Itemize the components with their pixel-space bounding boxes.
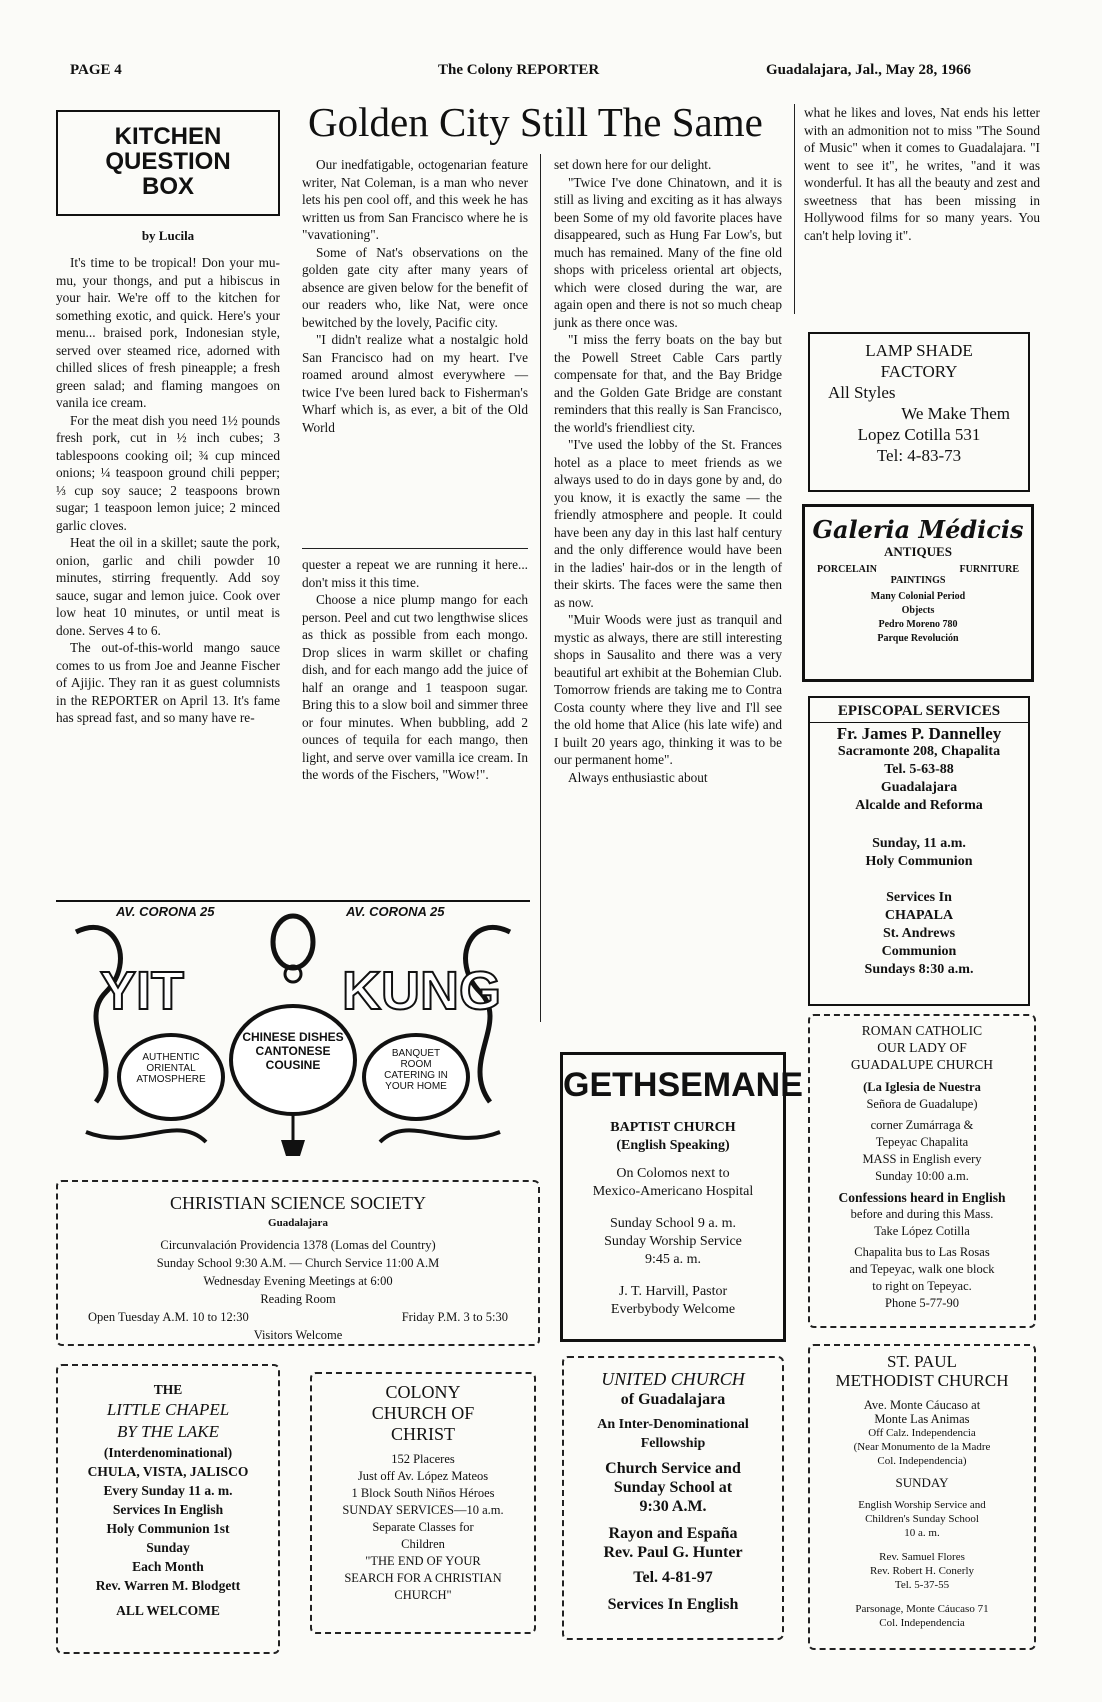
ad-line: EPISCOPAL SERVICES	[837, 703, 1001, 719]
ad-line: Señora de Guadalupe)	[866, 1097, 978, 1111]
ad-line: Rev. Warren M. Blodgett	[95, 1578, 241, 1593]
ad-line: Tel. 5-63-88	[884, 762, 954, 777]
ad-line: Every Sunday 11 a. m.	[103, 1483, 233, 1498]
kung-word: KUNG	[342, 961, 501, 1021]
kitchen-question-box	[56, 110, 280, 216]
newspaper-name: The Colony REPORTER	[438, 62, 600, 78]
headline: Golden City Still The Same	[308, 99, 763, 145]
ad-line: Each Month	[132, 1559, 204, 1574]
box-title-line: BOX	[141, 173, 194, 200]
article-paragraph: set down here for our delight.	[554, 157, 712, 172]
ad-line: BAPTIST CHURCH	[610, 1120, 736, 1135]
ad-line: Sunday, 11 a.m.	[872, 836, 966, 851]
ad-line: LAMP SHADE	[865, 341, 973, 360]
ad-line: (English Speaking)	[616, 1138, 730, 1153]
ad-line: All Styles	[828, 383, 896, 402]
galeria-name: Galeria Médicis	[812, 515, 1024, 544]
ad-line: CHULA, VISTA, JALISCO	[87, 1464, 249, 1479]
ad-line: Circunvalación Providencia 1378 (Lomas del Country)	[160, 1238, 436, 1252]
ad-line: Sunday School at	[613, 1479, 733, 1496]
column-rule	[540, 154, 541, 1022]
ad-line: Children	[401, 1537, 445, 1551]
ad-line: Children's Sunday School	[865, 1513, 979, 1525]
ad-line	[805, 560, 1031, 575]
ad-line: SUNDAY	[895, 1475, 949, 1490]
lantern-line: COUSINE	[265, 1058, 321, 1072]
lantern-line: ATMOSPHERE	[136, 1074, 206, 1085]
address-label: AV. CORONA 25	[346, 904, 445, 919]
article-paragraph: It's time to be tropical! Don your mu-mu, your thongs, and put a hibiscus in your hair. We're off to the kitchen for something exotic, and quick. Here's your menu... braised pork, Indonesian style, served over steamed rice, adorned with chilled slices of fresh pineapple; a fresh green salad; and flaming mangoes on vanila ice cream.	[56, 255, 280, 410]
ad-line: "THE END OF YOUR	[365, 1554, 481, 1568]
ad-line: Tel: 4-83-73	[876, 446, 962, 465]
right-lantern-text	[364, 1048, 468, 1092]
christian-science-ad	[56, 1180, 540, 1346]
ad-line: St. Andrews	[882, 926, 956, 941]
ad-line: Tepeyac Chapalita	[875, 1135, 969, 1149]
ad-line: Church Service and	[605, 1460, 741, 1477]
kitchen-byline: by Lucila	[141, 228, 195, 243]
ad-line: (Interdenominational)	[103, 1445, 233, 1460]
ad-word: PORCELAIN	[817, 564, 878, 575]
ad-line: Phone 5-77-90	[885, 1296, 959, 1310]
ad-line: before and during this Mass.	[850, 1207, 994, 1221]
ad-line: METHODIST CHURCH	[835, 1371, 1009, 1390]
ad-line: Holy Communion 1st	[106, 1521, 230, 1536]
article-paragraph: "Muir Woods were just as tranquil and mystic as always, there are still interesting shops in Sausalito and there was a very beautiful art exhibit at the Bohemian Club. Tomorrow friends are taking me to Contra Costa county where they live and I'll see the old home that Alice (his late wife) and I built 20 years ago, thinking it was to be our permanent home".	[554, 612, 782, 767]
ad-line: to right on Tepeyac.	[872, 1279, 972, 1293]
lantern-line: BANQUET	[391, 1048, 441, 1059]
lantern-line: ROOM	[400, 1059, 432, 1070]
ad-line: Sunday Worship Service	[604, 1234, 742, 1249]
ad-line: Communion	[881, 944, 957, 959]
ad-line: Pedro Moreno 780	[878, 619, 958, 630]
ad-line: 9:45 a. m.	[645, 1252, 701, 1267]
ad-line: Alcalde and Reforma	[855, 798, 983, 813]
united-church-ad	[562, 1356, 784, 1640]
little-chapel-ad	[56, 1364, 280, 1654]
left-lantern-text	[119, 1052, 223, 1085]
article-paragraph: what he likes and loves, Nat ends his letter with an admonition not to miss "The Sound of Music" when it comes to Guadalajara. "I went to see it", he writes, "and it was wonderful. It has all the beauty and zest and sweetness that has been missing in Hollywood films for so many years. You can't help loving it".	[804, 105, 1040, 243]
ad-line: Tel. 5-37-55	[894, 1579, 950, 1591]
ad-line: CHURCH OF	[371, 1403, 475, 1423]
ad-line: Guadalajara	[880, 780, 958, 795]
ad-line: Parque Revolución	[877, 633, 959, 644]
article-paragraph: "I miss the ferry boats on the bay but the Powell Street Cable Cars partly compensate for that, and the Bay Bridge and the Golden Gate Bridge are constant reminders that this really is San Francisco, the world's friendliest city.	[554, 332, 782, 435]
address-label: AV. CORONA 25	[116, 904, 215, 919]
kitchen-continued	[302, 556, 528, 784]
ad-line: Services In English	[112, 1502, 224, 1517]
ad-line: ST. PAUL	[887, 1352, 957, 1371]
box-title-line: KITCHEN	[114, 123, 222, 150]
ad-line: An Inter-Denominational	[597, 1417, 749, 1432]
article-paragraph: Some of Nat's observations on the golden gate city after many years of absence are given below for the benefit of our readers who, like Nat, were once bewitched by the lovely, Pacific city.	[302, 244, 528, 330]
ad-line: 9:30 A.M.	[639, 1498, 707, 1515]
column-rule	[794, 104, 795, 314]
ad-line: THE	[153, 1382, 183, 1397]
ad-line: Fr. James P. Dannelley	[836, 724, 1002, 743]
ad-line: GUADALUPE CHURCH	[850, 1057, 994, 1072]
box-title-line: QUESTION	[105, 148, 231, 175]
ad-line: Services In	[886, 890, 952, 905]
ad-line: CHRIST	[390, 1424, 455, 1444]
lantern-line: ORIENTAL	[146, 1063, 196, 1074]
lantern-line: CATERING IN	[384, 1070, 448, 1081]
lantern-line: CHINESE DISHES	[242, 1030, 344, 1044]
yit-kung-ad	[56, 900, 530, 1172]
ad-line: Sunday School 9:30 A.M. — Church Service 11:00 A.M	[156, 1256, 440, 1270]
ad-line: 1 Block South Niños Héroes	[351, 1486, 495, 1500]
ad-line: (La Iglesia de Nuestra	[863, 1080, 981, 1094]
ad-line: CHAPALA	[884, 908, 954, 923]
ad-line: CHURCH"	[394, 1588, 452, 1602]
ad-line: SEARCH FOR A CHRISTIAN	[344, 1571, 502, 1585]
ad-line: Visitors Welcome	[253, 1328, 343, 1342]
ad-line: 10 a. m.	[904, 1527, 940, 1539]
yit-word: YIT	[100, 961, 185, 1021]
article-paragraph: The out-of-this-world mango sauce comes to us from Joe and Jeanne Fischer of Ajijic. They ran it as guest columnists in the REPORTER on April 13. It's fame has spread fast, and so many have re-	[56, 640, 280, 725]
kitchen-article	[56, 254, 280, 727]
ad-line: BY THE LAKE	[116, 1422, 220, 1441]
ad-line: Many Colonial Period	[870, 591, 966, 602]
st-paul-methodist-ad	[808, 1344, 1036, 1650]
article-paragraph: Heat the oil in a skillet; saute the pork, onion, garlic and chili powder 10 minutes, stirring frequently. Add soy sauce, sugar and lemon juice. Cook over low heat 10 minutes, or until meat is done. Serves 4 to 6.	[56, 535, 280, 638]
lamp-shade-ad	[808, 332, 1030, 492]
ad-line: J. T. Harvill, Pastor	[618, 1284, 728, 1299]
ad-line: Friday P.M. 3 to 5:30	[401, 1310, 508, 1324]
ad-line: ALL WELCOME	[116, 1603, 220, 1618]
ad-line: Rev. Robert H. Conerly	[869, 1565, 975, 1577]
ad-line: MASS in English every	[862, 1152, 982, 1166]
divider	[302, 548, 528, 549]
ad-line: Just off Av. López Mateos	[357, 1469, 489, 1483]
page-number: PAGE 4	[70, 62, 122, 78]
ad-line: Off Calz. Independencia	[868, 1427, 976, 1439]
ad-line: Take López Cotilla	[874, 1224, 970, 1238]
lantern-line: CANTONESE	[255, 1044, 331, 1058]
ad-line: Sunday 10:00 a.m.	[875, 1169, 969, 1183]
ad-line: English Worship Service and	[858, 1499, 986, 1511]
ad-line: Rev. Paul G. Hunter	[603, 1544, 743, 1561]
ad-word: FURNITURE	[959, 564, 1019, 575]
ad-line: Sacramonte 208, Chapalita	[837, 744, 1001, 759]
episcopal-services-ad	[808, 696, 1030, 1006]
ad-line: of Guadalajara	[620, 1391, 726, 1408]
ad-line: Rayon and España	[608, 1525, 738, 1542]
galeria-medicis-ad	[802, 504, 1034, 682]
article-paragraph: "Twice I've done Chinatown, and it is still as living and exciting as it has always been Some of my old favorite places have disappeared, such as Hung Far Low's, but much has remained. Many of the fine old shops with priceless oriental art objects, which were closed during the war, are again open and there is not so much cheap junk as there once was.	[554, 174, 782, 330]
ad-line: Separate Classes for	[372, 1520, 474, 1534]
ad-line: GETHSEMANE	[563, 1066, 803, 1104]
ad-line: UNITED CHURCH	[601, 1369, 745, 1389]
ad-line: Col. Independencia)	[877, 1455, 967, 1467]
ad-line: Holy Communion	[865, 854, 973, 869]
article-paragraph: Our inedfatigable, octogenarian feature writer, Nat Coleman, is a man who never lets his pen cool off, and this week he has written us from San Francisco where he is "vavationing".	[302, 157, 528, 242]
ad-line: Services In English	[607, 1596, 739, 1613]
ad-line: We Make Them	[901, 404, 1010, 423]
ad-line: Fellowship	[640, 1436, 706, 1451]
ad-line: ANTIQUES	[884, 544, 952, 559]
lantern-line: YOUR HOME	[385, 1081, 447, 1092]
ad-line: (Near Monumento de la Madre	[853, 1441, 991, 1453]
article-paragraph: quester a repeat we are running it here... don't miss it this time.	[302, 557, 528, 590]
ad-line: Rev. Samuel Flores	[879, 1551, 965, 1563]
ad-line: LITTLE CHAPEL	[106, 1400, 230, 1419]
golden-col-3	[804, 104, 1040, 244]
golden-col-1	[302, 156, 528, 436]
ad-line: Col. Independencia	[879, 1617, 965, 1629]
ad-line: Guadalajara	[268, 1217, 328, 1229]
ad-line: Monte Las Animas	[874, 1412, 970, 1426]
center-lantern-text	[233, 1030, 353, 1072]
ad-line: Sunday School 9 a. m.	[610, 1216, 736, 1231]
ad-line: Everbybody Welcome	[610, 1302, 736, 1317]
ad-line: Objects	[901, 605, 935, 616]
ad-line: Ave. Monte Cáucaso at	[863, 1398, 981, 1412]
lantern-icon	[273, 916, 313, 968]
open-hours-row	[58, 1308, 538, 1326]
galeria-details	[805, 590, 1031, 646]
ad-line: FACTORY	[880, 362, 958, 381]
ad-line: PAINTINGS	[890, 575, 946, 586]
ad-line: Reading Room	[260, 1292, 336, 1306]
ad-line: Lopez Cotilla 531	[857, 425, 981, 444]
article-paragraph: Always enthusiastic about	[568, 769, 708, 785]
article-paragraph: Choose a nice plump mango for each person. Peel and cut two lengthwise slices as thick as possible from each mongo. Drop slices in warm skillet or chafing dish, and for each mango add the juice of half an orange and 1 teaspoon sugar. Bring this to a slow boil and simmer three or four minutes. When bubbling, add 2 ounces of tequila for each mango, then light, and serve over vamilla ice cream. In the words of the Fischers, "Wow!".	[302, 592, 528, 782]
ad-line: COLONY	[385, 1382, 461, 1402]
ad-line: corner Zumárraga &	[870, 1118, 974, 1132]
colony-church-ad	[310, 1372, 536, 1634]
ad-line: Chapalita bus to Las Rosas	[854, 1245, 990, 1259]
article-paragraph: "I've used the lobby of the St. Frances hotel as a place to meet friends as we always used to do in days gone by and, do you know, it is exactly the same — the friendly atmosphere and people. It could have been any day in this last half century and the only difference would have been in the ladies' hair-dos or in the length of their skirts. The faces were the same then as now.	[554, 437, 782, 610]
ad-line: Open Tuesday A.M. 10 to 12:30	[88, 1310, 249, 1324]
ad-line: ROMAN CATHOLIC	[861, 1023, 983, 1038]
ad-line: Parsonage, Monte Cáucaso 71	[855, 1603, 989, 1615]
ad-line: and Tepeyac, walk one block	[849, 1262, 995, 1276]
ad-line: OUR LADY OF	[877, 1040, 967, 1055]
gethsemane-ad	[560, 1052, 803, 1342]
ad-line: Wednesday Evening Meetings at 6:00	[203, 1274, 393, 1288]
lantern-line: AUTHENTIC	[142, 1052, 200, 1063]
roman-catholic-ad	[808, 1014, 1036, 1328]
article-paragraph: For the meat dish you need 1½ pounds fresh pork, cut in ½ inch cubes; 3 tablespoons cooking oil; ¾ cup minced onions; ¼ teaspoon ground chili pepper; ⅓ cup soy sauce; 2 teaspoons brown sugar; 1 teaspoon lemon juice; 2 minced garlic cloves.	[56, 412, 280, 533]
ad-line: Mexico-Americano Hospital	[592, 1184, 754, 1199]
ad-line: 152 Placeres	[391, 1452, 455, 1466]
ad-line: Tel. 4-81-97	[633, 1569, 713, 1586]
ad-line: SUNDAY SERVICES—10 a.m.	[342, 1503, 504, 1517]
article-paragraph: "I didn't realize what a nostalgic hold San Francisco had on my heart. I've roamed around almost everywhere — twice I've been lured back to Fisherman's Wharf which is, as ever, a bit of the Old World	[302, 332, 528, 435]
golden-col-2	[554, 156, 782, 786]
ad-line: CHRISTIAN SCIENCE SOCIETY	[169, 1193, 426, 1213]
ad-line: Sunday	[146, 1540, 190, 1555]
ad-line: On Colomos next to	[616, 1166, 730, 1181]
ad-line: Sundays 8:30 a.m.	[864, 962, 974, 977]
dateline: Guadalajara, Jal., May 28, 1966	[766, 62, 971, 78]
ad-line: Confessions heard in English	[838, 1190, 1006, 1205]
